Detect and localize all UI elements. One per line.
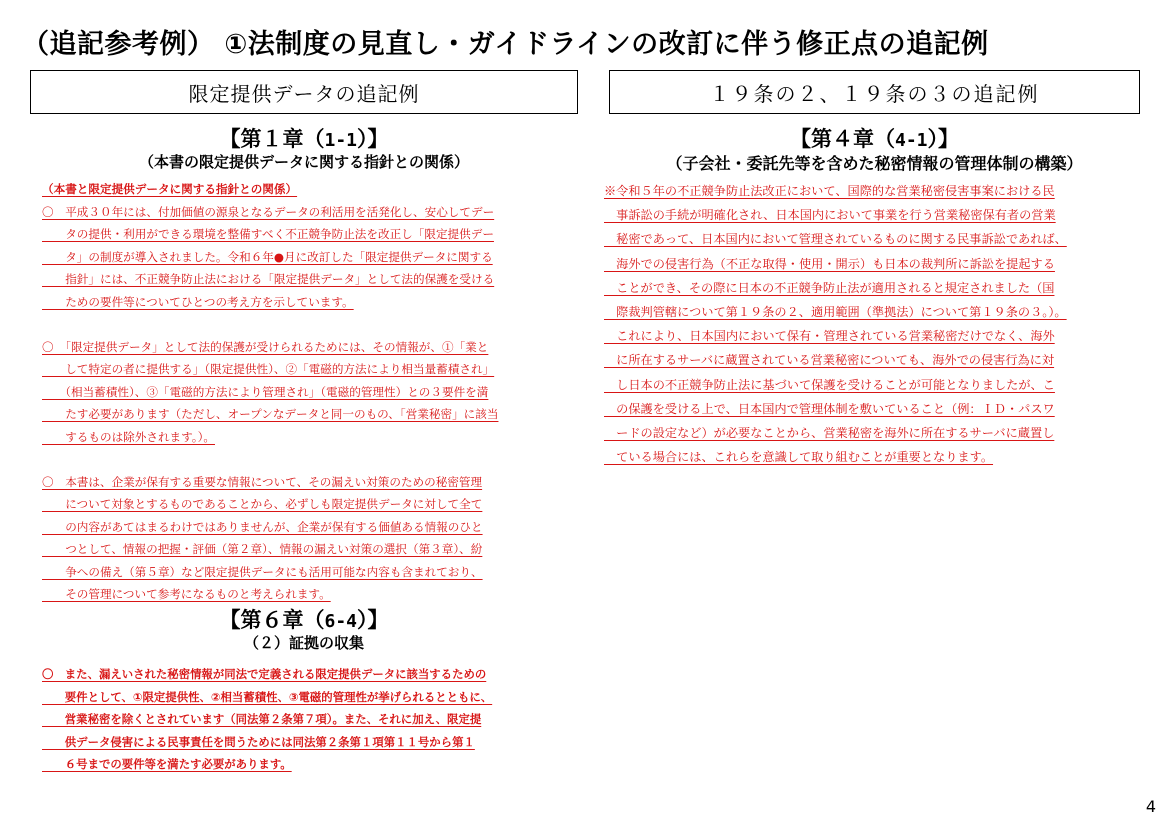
text-line: の内容があてはまるわけではありませんが、企業が保有する価値ある情報のひと — [42, 519, 483, 534]
text-line: （本書と限定提供データに関する指針との関係） — [42, 182, 298, 196]
text-line: 営業秘密を除くとされています（同法第２条第７項）。また、それに加え、限定提 — [42, 712, 482, 726]
text-line — [42, 313, 498, 336]
text-line: 争への備え（第５章）など限定提供データにも活用可能な内容も含まれており、 — [42, 564, 483, 579]
text-line: （相当蓄積性）、③「電磁的方法により管理され」（電磁的管理性）との３要件を満 — [42, 384, 489, 399]
text-line: 〇 本書は、企業が保有する重要な情報について、その漏えい対策のための秘密管理 — [42, 474, 483, 489]
text-line: して特定の者に提供する」（限定提供性）、②「電磁的方法により相当量蓄積され」 — [42, 362, 495, 376]
text-line: これにより、日本国内において保有・管理されている営業秘密だけでなく、海外 — [604, 329, 1055, 344]
text-line: するものは除外されます。）。 — [42, 429, 215, 444]
text-line: その管理について参考になるものと考えられます。 — [42, 587, 331, 601]
chapter-1-heading-num: 1-1 — [324, 130, 357, 151]
chapter-6-subtitle: （２）証拠の収集 — [243, 634, 364, 652]
page-title: （追記参考例） ①法制度の見直し・ガイドラインの改訂に伴う修正点の追記例 — [22, 29, 989, 60]
text-line: 〇 また、漏えいされた秘密情報が同法で定義される限定提供データに該当するための — [42, 667, 487, 681]
text-line: ための要件等についてひとつの考え方を示しています。 — [42, 294, 354, 309]
chapter-6-heading — [30, 604, 578, 634]
text-line: ている場合には、これらを意識して取り組むことが重要となります。 — [604, 450, 994, 465]
chapter-4-heading-pre: 【第４章（ — [789, 127, 895, 151]
chapter-6-heading-num: 6-4 — [324, 611, 357, 632]
text-line: ６号までの要件等を満たす必要があります。 — [42, 757, 292, 771]
chapter-1-subtitle: （本書の限定提供データに関する指針との関係） — [138, 153, 469, 171]
text-line: 秘密であって、日本国内において管理されているものに関する民事訴訟であれば、 — [604, 232, 1067, 247]
chapter-1-body — [42, 178, 498, 606]
text-line: つとして、情報の把握・評価（第２章）、情報の漏えい対策の選択（第３章）、紛 — [42, 542, 483, 556]
text-line: に所在するサーバに蔵置されている営業秘密についても、海外での侵害行為に対 — [604, 353, 1055, 368]
text-line: 海外での侵害行為（不正な取得・使用・開示）も日本の裁判所に訴訟を提起する — [604, 256, 1055, 271]
chapter-6-heading-pre: 【第６章（ — [219, 608, 325, 632]
text-line: タ」の制度が導入されました。令和６年●月に改訂した「限定提供データに関する — [42, 249, 493, 264]
chapter-4-body — [604, 179, 1067, 469]
chapter-6-body — [42, 663, 492, 776]
text-line — [42, 448, 498, 471]
text-line: タの提供・利用ができる環境を整備すべく不正競争防止法を改正し「限定提供デー — [42, 227, 494, 241]
text-line: 〇 平成３０年には、付加価値の源泉となるデータの利活用を活発化し、安心してデー — [42, 204, 495, 219]
chapter-1-heading — [30, 123, 578, 153]
chapter-4-heading — [609, 123, 1140, 153]
text-line: ードの設定など）が必要なことから、営業秘密を海外に所在するサーバに蔵置し — [604, 426, 1055, 441]
chapter-4-subtitle: （子会社・委託先等を含めた秘密情報の管理体制の構築） — [666, 154, 1083, 173]
text-line: について対象とするものであることから、必ずしも限定提供データに対して全て — [42, 497, 483, 511]
text-line: ※令和５年の不正競争防止法改正において、国際的な営業秘密侵害事案における民 — [604, 184, 1055, 198]
text-line: 際裁判管轄について第１９条の２、適用範囲（準拠法）について第１９条の３。）。 — [604, 305, 1067, 320]
chapter-6-heading-post: ）】 — [357, 608, 389, 632]
page-number: 4 — [1145, 797, 1156, 816]
chapter-1-heading-post: ）】 — [357, 127, 389, 151]
chapter-4-heading-num: 4-1 — [894, 130, 928, 151]
text-line: 〇 「限定提供データ」として法的保護が受けられるためには、その情報が、①「業と — [42, 339, 489, 354]
left-column-header: 限定提供データの追記例 — [30, 70, 578, 114]
text-line: 供データ侵害による民事責任を問うためには同法第２条第１項第１１号から第１ — [42, 734, 475, 749]
text-line: たす必要があります（ただし、オープンなデータと同一のもの、「営業秘密」に該当 — [42, 407, 499, 421]
chapter-4-heading-post: ）】 — [927, 127, 959, 151]
text-line: の保護を受ける上で、日本国内で管理体制を敷いていること（例：ＩＤ・パスワ — [604, 401, 1055, 416]
right-column-header: １９条の２、１９条の３の追記例 — [609, 70, 1140, 114]
chapter-1-heading-pre: 【第１章（ — [219, 127, 325, 151]
text-line: 指針」には、不正競争防止法における「限定提供データ」として法的保護を受ける — [42, 272, 495, 286]
text-line: 事訴訟の手続が明確化され、日本国内において事業を行う営業秘密保有者の営業 — [604, 208, 1056, 223]
text-line: 要件として、①限定提供性、②相当蓄積性、③電磁的管理性が挙げられるとともに、 — [42, 689, 493, 704]
text-line: し日本の不正競争防止法に基づいて保護を受けることが可能となりましたが、こ — [604, 377, 1055, 392]
text-line: ことができ、その際に日本の不正競争防止法が適用されると規定されました（国 — [604, 280, 1055, 295]
